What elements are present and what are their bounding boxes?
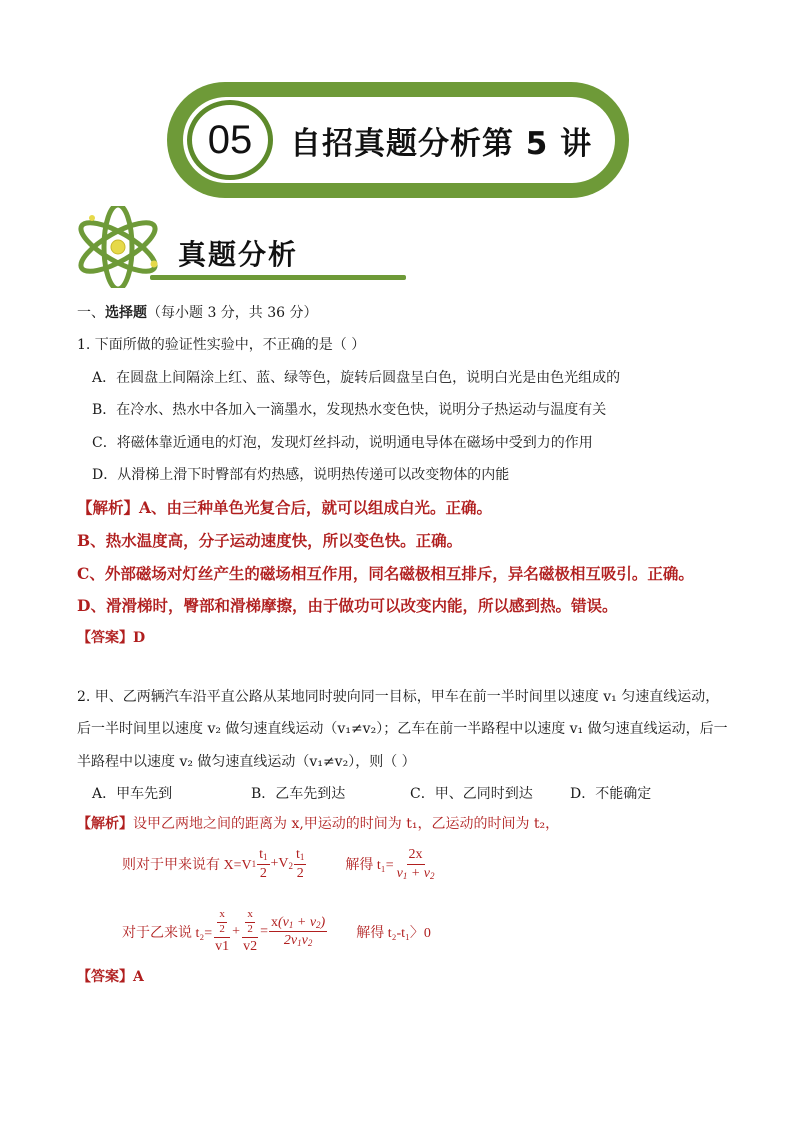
part-prefix: 一、 xyxy=(77,305,105,321)
q2-stem-line-3: 半路程中以速度 v₂ 做匀速直线运动（v₁≠v₂），则（ ） xyxy=(77,754,416,770)
q2-option-d: D．不能确定 xyxy=(570,786,652,802)
q1-option-d: D．从滑梯上滑下时臀部有灼热感，说明热传递可以改变物体的内能 xyxy=(92,467,510,483)
q1-answer-value: D xyxy=(133,630,146,646)
eq1-result-fraction: $\frac{2x}{v_1 + v_2}$ xyxy=(396,847,435,881)
q1-analysis-line-2: B、热水温度高，分子运动速度快，所以变色快。正确。 xyxy=(77,531,463,550)
q2-equation-2: 对于乙来说 t₂= $\frac{\frac{x}{2}}{v1}$ + $\frac{\frac{x}{2}}{v2}$ = $\frac{x(v_1 + v_2)}{2v_1v_2}$ 解得 t₂-t₁〉0 xyxy=(122,908,431,954)
eq2-fraction-2: $\frac{\frac{x}{2}}{v2}$ xyxy=(243,908,258,954)
eq1-fraction-2: $\frac{t_1}{2}$ xyxy=(296,847,305,881)
page-title: 自招真题分析第 5 讲 xyxy=(290,126,593,162)
q1-answer xyxy=(77,627,145,647)
eq2-fraction-3: $\frac{x(v_1 + v_2)}{2v_1v_2}$ xyxy=(270,914,326,948)
q2-equation-1: 则对于甲来说有 X=V 1 $\frac{t_1}{2}$ $+V_2$ $\frac{t_1}{2}$ 解得 t₁= $\frac{2x}{v_1 + v_2}$ xyxy=(122,847,435,881)
eq1-result: 解得 t₁= xyxy=(345,858,394,873)
q2-analysis-tag: 【解析】 xyxy=(77,816,133,832)
q1-analysis-line-3: C、外部磁场对灯丝产生的磁场相互作用，同名磁极相互排斥，异名磁极相互吸引。正确。 xyxy=(77,564,694,583)
section-underline xyxy=(150,275,406,280)
q2-analysis-intro-line xyxy=(77,813,559,833)
q1-analysis-line-1 xyxy=(77,496,492,518)
q2-answer xyxy=(77,966,144,986)
eq2-lead: 对于乙来说 t₂= xyxy=(122,925,213,941)
q2-option-a: A．甲车先到 xyxy=(92,786,173,802)
q2-option-b: B．乙车先到达 xyxy=(251,786,346,802)
eq2-fraction-1: $\frac{\frac{x}{2}}{v1}$ xyxy=(215,908,230,954)
lecture-number-badge xyxy=(187,100,273,180)
q1-analysis-line-4: D、滑滑梯时，臀部和滑梯摩擦，由于做功可以改变内能，所以感到热。错误。 xyxy=(77,596,618,615)
q2-stem-line-2: 后一半时间里以速度 v₂ 做匀速直线运动（v₁≠v₂）；乙车在前一半路程中以速度 v₁ 做匀速直线运动，后一 xyxy=(77,721,728,737)
q2-answer-tag: 【答案】 xyxy=(77,969,133,985)
eq1-fraction-1: $\frac{t_1}{2}$ xyxy=(259,847,268,881)
q2-option-c: C．甲、乙同时到达 xyxy=(410,786,533,802)
q1-option-c: C．将磁体靠近通电的灯泡，发现灯丝抖动，说明通电导体在磁场中受到力的作用 xyxy=(92,435,593,451)
q2-analysis-intro: 设甲乙两地之间的距离为 x,甲运动的时间为 t₁，乙运动的时间为 t₂， xyxy=(133,816,560,832)
eq2-result: 解得 t₂-t₁〉0 xyxy=(356,925,431,941)
q1-answer-tag: 【答案】 xyxy=(77,630,133,646)
q1-analysis-text-a: A、由三种单色光复合后，就可以组成白光。正确。 xyxy=(139,498,493,517)
q1-option-b: B．在冷水、热水中各加入一滴墨水，发现热水变色快，说明分子热运动与温度有关 xyxy=(92,402,607,418)
eq1-lead: 则对于甲来说有 X=V xyxy=(122,858,252,873)
part-note: （每小题 3 分，共 36 分） xyxy=(147,305,318,321)
q2-stem-line-1: 2. 甲、乙两辆汽车沿平直公路从某地同时驶向同一目标，甲车在前一半时间里以速度 v₁ 匀速直线运动， xyxy=(77,689,720,705)
q1-analysis-tag: 【解析】 xyxy=(77,498,140,517)
q1-option-a: A．在圆盘上间隔涂上红、蓝、绿等色，旋转后圆盘呈白色，说明白光是由色光组成的 xyxy=(92,370,621,386)
part-heading xyxy=(77,302,318,322)
q2-answer-value: A xyxy=(133,969,144,985)
lecture-number: 05 xyxy=(207,117,253,162)
section-title: 真题分析 xyxy=(178,238,299,271)
part-label: 选择题 xyxy=(105,305,147,321)
q1-stem: 1. 下面所做的验证性实验中，不正确的是（ ） xyxy=(77,337,366,353)
